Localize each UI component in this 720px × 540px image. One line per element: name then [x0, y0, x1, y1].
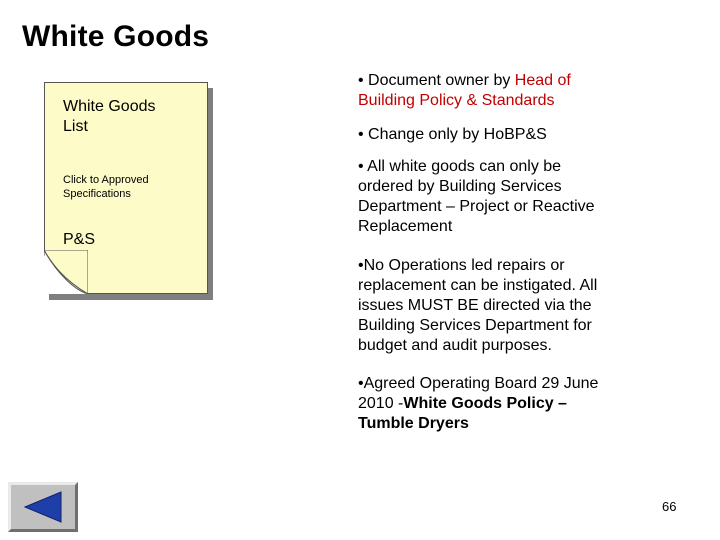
bullet5-line2-bold: White Goods Policy –	[403, 395, 567, 412]
bullet3-line3: Department – Project or Reactive	[358, 198, 595, 215]
bullet1-line2: Building Policy & Standards	[358, 92, 555, 109]
bullet-white-goods-order	[358, 157, 658, 237]
bullet-document-owner	[358, 71, 658, 111]
bullet5-line3-bold: Tumble Dryers	[358, 415, 469, 432]
link-line2: Specifications	[63, 188, 131, 200]
document-footer-label: P&S	[63, 231, 96, 248]
slide-title: White Goods	[22, 20, 210, 53]
bullet1-text: • Document owner by	[358, 72, 515, 89]
document-heading-line2: List	[63, 118, 88, 135]
bullet3-line1: • All white goods can only be	[358, 158, 562, 175]
bullet4-line5: budget and audit purposes.	[358, 337, 552, 354]
bullet1-highlight: Head of	[514, 72, 571, 89]
bullet-change-only	[358, 125, 658, 145]
bullet4-line1: •No Operations led repairs or	[358, 257, 565, 274]
folded-corner-icon	[44, 250, 88, 294]
bullet4-line2: replacement can be instigated. All	[358, 277, 598, 294]
bullet4-line3: issues MUST BE directed via the	[358, 297, 592, 314]
document-heading	[63, 97, 155, 137]
approved-specifications-link[interactable]	[63, 173, 193, 201]
bullet5-line2-text: 2010 -	[358, 395, 404, 412]
bullet3-line2: ordered by Building Services	[358, 178, 562, 195]
back-button[interactable]	[8, 482, 78, 532]
link-line1: Click to Approved	[63, 174, 149, 186]
page-number: 66	[662, 499, 677, 514]
document-heading-line1: White Goods	[63, 98, 156, 115]
bullet2-text: • Change only by HoBP&S	[358, 126, 547, 143]
back-arrow-icon	[23, 490, 65, 524]
bullet4-line4: Building Services Department for	[358, 317, 592, 334]
bullet-agreed-board	[358, 374, 658, 434]
white-goods-list-document[interactable]	[44, 82, 214, 302]
bullet5-line1: •Agreed Operating Board 29 June	[358, 375, 599, 392]
bullet3-line4: Replacement	[358, 218, 453, 235]
bullet-no-operations	[358, 256, 658, 356]
